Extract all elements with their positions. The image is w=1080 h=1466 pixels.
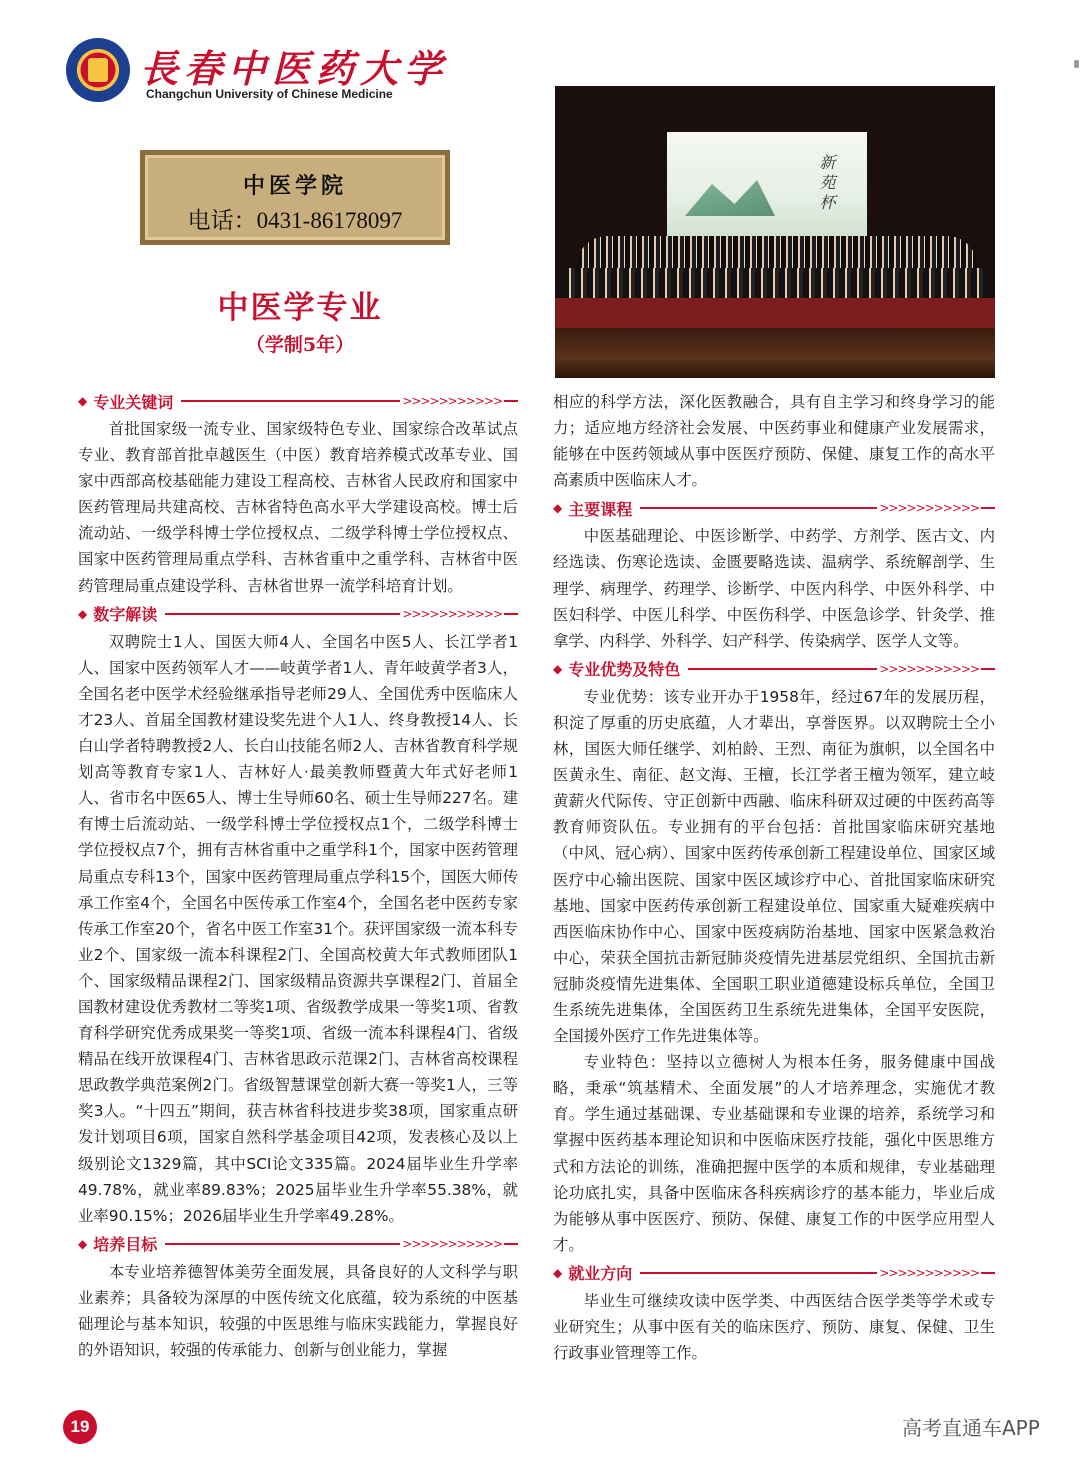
divider — [165, 613, 400, 615]
diamond-icon: ◆ — [78, 394, 88, 408]
divider-tail — [504, 1243, 518, 1245]
major-duration: （学制5年） — [245, 334, 355, 356]
section-label: 主要课程 — [568, 499, 633, 519]
arrows-decoration: >>>>>>>>>>> — [879, 661, 979, 676]
section-label: 培养目标 — [93, 1235, 158, 1255]
diamond-icon: ◆ — [78, 606, 88, 621]
section-label: 就业方向 — [568, 1264, 633, 1284]
section-header-advantages — [553, 658, 995, 680]
page-number: 19 — [63, 1410, 97, 1444]
section-header-courses — [553, 497, 995, 519]
left-column — [78, 390, 518, 1363]
divider — [181, 400, 400, 402]
divider-tail — [504, 400, 518, 402]
divider-tail — [981, 507, 995, 509]
college-phone: 电话：0431-86178097 — [187, 208, 403, 233]
group-photo — [555, 86, 995, 378]
diamond-icon: ◆ — [553, 501, 563, 516]
arrows-decoration: >>>>>>>>>>> — [879, 1265, 979, 1280]
edge-marker — [1074, 60, 1079, 68]
divider — [165, 1243, 400, 1245]
section-header-keywords — [78, 390, 518, 412]
diamond-icon: ◆ — [553, 661, 563, 676]
courses-text: 中医基础理论、中医诊断学、中药学、方剂学、医古文、内经选读、伤寒论选读、金匮要略选读、温病学、系统解剖学、生理学、病理学、药理学、诊断学、中医内科学、中医外科学、中医妇科学、中医儿科学、中医伤科学、中医急诊学、针灸学、推拿学、内科学、外科学、妇产科学、传染病学、医学人文等。 — [553, 527, 995, 650]
university-name-cn: 長春中医药大学 — [140, 46, 449, 91]
watermark: 高考直通车APP — [902, 1416, 1040, 1440]
college-name: 中医学院 — [242, 173, 347, 199]
divider — [640, 507, 877, 509]
university-logo — [66, 38, 130, 102]
section-header-goals — [78, 1233, 518, 1255]
arrows-decoration: >>>>>>>>>>> — [879, 501, 979, 516]
diamond-icon: ◆ — [553, 1265, 563, 1280]
advantages-text: 专业优势：该专业开办于1958年，经过67年的发展历程，积淀了厚重的历史底蕴，人才辈出，享誉医界。以双聘院士仝小林，国医大师任继学、刘柏龄、王烈、南征为旗帜，以全国名中医黄永生、南征、赵文海、王檀，长江学者王檀为领军，建立岐黄薪火代际传、守正创新中西融、临床科研双过硬的中医药高等教育师资队伍。专业拥有的平台包括：首批国家临床研究基地（中风、冠心病）、国家中医药传承创新工程建设单位、国家区域医疗中心输出医院、国家中医区域诊疗中心、首批国家临床研究基地、国家中医药传承创新工程建设单位、国家重大疑难疾病中西医临床协作中心、国家中医疫病防治基地、国家中医紧急救治中心，荣获全国抗击新冠肺炎疫情先进基层党组织、全国抗击新冠肺炎疫情先进集体、全国职工职业道德建设标兵单位，全国卫生系统先进集体，全国医药卫生系统先进集体，全国平安医院，全国援外医疗工作先进集体等。 — [553, 687, 995, 1046]
university-name-en: Changchun University of Chinese Medicine — [146, 87, 393, 101]
career-text: 毕业生可继续攻读中医学类、中西医结合医学类等学术或专业研究生；从事中医有关的临床医疗、预防、康复、保健、卫生行政事业管理等工作。 — [553, 1291, 995, 1363]
features-text: 专业特色：坚持以立德树人为根本任务，服务健康中国战略，秉承“筑基精术、全面发展”的人才培养理念，实施优才教育。学生通过基础课、专业基础课和专业课的培养，系统学习和掌握中医药基本理论知识和中医临床医疗技能，强化中医思维方式和方法论的训练，准确把握中医学的本质和规律，专业基础理论功底扎实，具备中医临床各科疾病诊疗的基本能力，毕业后成为能够从事中医医疗、预防、保健、康复工作的中医学应用型人才。 — [553, 1053, 995, 1254]
goals-text-left: 本专业培养德智体美劳全面发展，具备良好的人文科学与职业素养；具备较为深厚的中医传统文化底蕴，较为系统的中医基础理论与基本知识，较强的中医思维与临床实践能力，掌握良好的外语知识，较强的传承能力、创新与创业能力，掌握 — [78, 1262, 518, 1360]
divider-tail — [981, 668, 995, 670]
arrows-decoration: >>>>>>>>>>> — [402, 1236, 502, 1251]
stage-screen — [667, 132, 867, 240]
college-plaque — [140, 150, 450, 245]
diamond-icon: ◆ — [78, 1236, 88, 1251]
right-column — [553, 389, 995, 1366]
arrows-decoration: >>>>>>>>>>> — [402, 606, 502, 621]
goals-text-right: 相应的科学方法，深化医教融合，具有自主学习和终身学习的能力；适应地方经济社会发展、中医药事业和健康产业发展需求，能够在中医药领域从事中医医疗预防、保健、康复工作的高水平高素质中医临床人才。 — [553, 393, 995, 490]
section-label: 专业关键词 — [93, 392, 174, 412]
divider — [640, 1272, 877, 1274]
numbers-text: 双聘院士1人、国医大师4人、全国名中医5人、长江学者1人、国家中医药领军人才——岐黄学者1人、青年岐黄学者3人，全国名老中医学术经验继承指导老师29人、全国优秀中医临床人才23人、首届全国教材建设奖先进个人1人、终身教授14人、长白山学者特聘教授2人、长白山技能名师2人、吉林省教育科学规划高等教育专家1人、吉林好人·最美教师暨黄大年式好老师1人、省市名中医65人、博士生导师60名、硕士生导师227名。建有博士后流动站、一级学科博士学位授权点1个，二级学科博士学位授权点7个，拥有吉林省重中之重学科1个，国家中医药管理局重点专科13个，国家中医药管理局重点学科15个，国医大师传承工作室4个，全国名中医传承工作室4个，全国名老中医药专家传承工作室20个，省名中医工作室31个。获评国家级一流本科专业2个、国家级一流本科课程2门、全国高校黄大年式教师团队1个、国家级精品课程2门、国家级精品资源共享课程2门、首届全国教材建设优秀教材二等奖1项、省级教学成果一等奖1项、省教育科学研究优秀成果奖一等奖1项、省级一流本科课程4门、省级精品在线开放课程4门、吉林省思政示范课2门、吉林省高校课程思政教学典范案例2门。省级智慧课堂创新大赛一等奖1人，三等奖3人。“十四五”期间，获吉林省科技进步奖38项，国家重点研发计划项目6项，国家自然科学基金项目42项，发表核心及以上级别论文1329篇，其中SCI论文335篇。2024届毕业生升学率49.78%，就业率89.83%；2025届毕业生升学率55.38%，就业率90.15%；2026届毕业生升学率49.28%。 — [78, 632, 518, 1225]
arrows-decoration: >>>>>>>>>>> — [402, 394, 502, 408]
section-header-numbers — [78, 603, 518, 625]
keywords-text: 首批国家级一流专业、国家级特色专业、国家综合改革试点专业、教育部首批卓越医生（中医）教育培养模式改革专业、国家中西部高校基础能力建设工程高校、吉林省人民政府和国家中医药管理局共建高校、吉林省特色高水平大学建设高校。博士后流动站、一级学科博士学位授权点、二级学科博士学位授权点、国家中医药管理局重点学科、吉林省重中之重学科、吉林省中医药管理局重点建设学科、吉林省世界一流学科培育计划。 — [78, 420, 518, 595]
divider-tail — [981, 1272, 995, 1274]
section-label: 数字解读 — [93, 605, 158, 625]
stage-front — [555, 328, 995, 378]
landscape-painting — [685, 176, 775, 216]
section-label: 专业优势及特色 — [568, 660, 681, 680]
divider-tail — [504, 613, 518, 615]
stage — [555, 298, 995, 328]
divider — [688, 668, 877, 670]
section-header-career — [553, 1262, 995, 1284]
logo-emblem — [88, 58, 108, 82]
major-title: 中医学专业 — [217, 290, 383, 326]
screen-text: 新苑杯 — [817, 154, 836, 214]
